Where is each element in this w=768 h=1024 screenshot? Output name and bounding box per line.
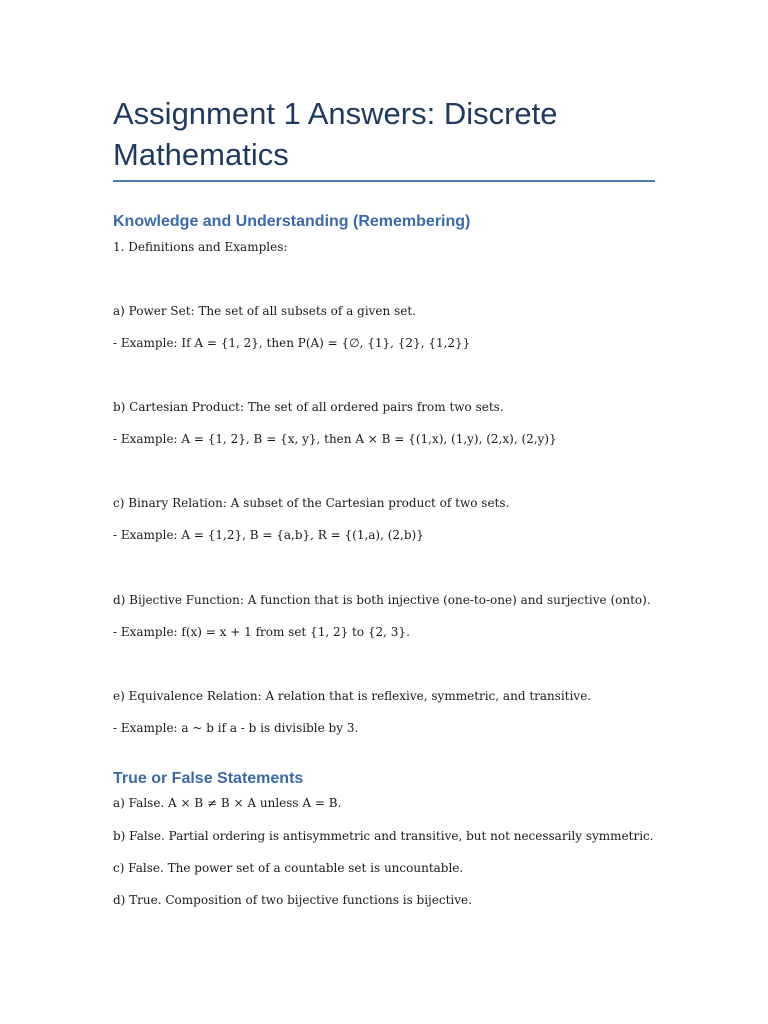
example-bijective-function: - Example: f(x) = x + 1 from set {1, 2} to {2, 3}. [113,625,410,639]
definition-bijective-function: d) Bijective Function: A function that is both injective (one-to-one) and surjective (onto). [113,593,651,607]
section-heading-knowledge: Knowledge and Understanding (Remembering) [113,213,471,230]
section-heading-true-false: True or False Statements [113,770,304,787]
example-binary-relation: - Example: A = {1,2}, B = {a,b}, R = {(1,a), (2,b)} [113,528,424,542]
definition-cartesian-product: b) Cartesian Product: The set of all ordered pairs from two sets. [113,400,504,414]
definition-binary-relation: c) Binary Relation: A subset of the Cartesian product of two sets. [113,496,510,510]
document-title: Assignment 1 Answers: Discrete Mathematics [113,96,558,172]
example-power-set: - Example: If A = {1, 2}, then P(A) = {∅, {1}, {2}, {1,2}} [113,336,471,350]
true-false-item: a) False. A × B ≠ B × A unless A = B. [113,796,342,810]
title-underline [113,180,655,182]
definition-equivalence-relation: e) Equivalence Relation: A relation that is reflexive, symmetric, and transitive. [113,689,592,703]
true-false-item: d) True. Composition of two bijective functions is bijective. [113,893,472,907]
true-false-item: c) False. The power set of a countable set is uncountable. [113,861,464,875]
definition-power-set: a) Power Set: The set of all subsets of a given set. [113,304,416,318]
example-equivalence-relation: - Example: a ~ b if a - b is divisible by 3. [113,721,359,735]
true-false-item: b) False. Partial ordering is antisymmetric and transitive, but not necessarily symmetric. [113,829,654,843]
section-intro: 1. Definitions and Examples: [113,240,288,254]
example-cartesian-product: - Example: A = {1, 2}, B = {x, y}, then A × B = {(1,x), (1,y), (2,x), (2,y)} [113,432,557,446]
